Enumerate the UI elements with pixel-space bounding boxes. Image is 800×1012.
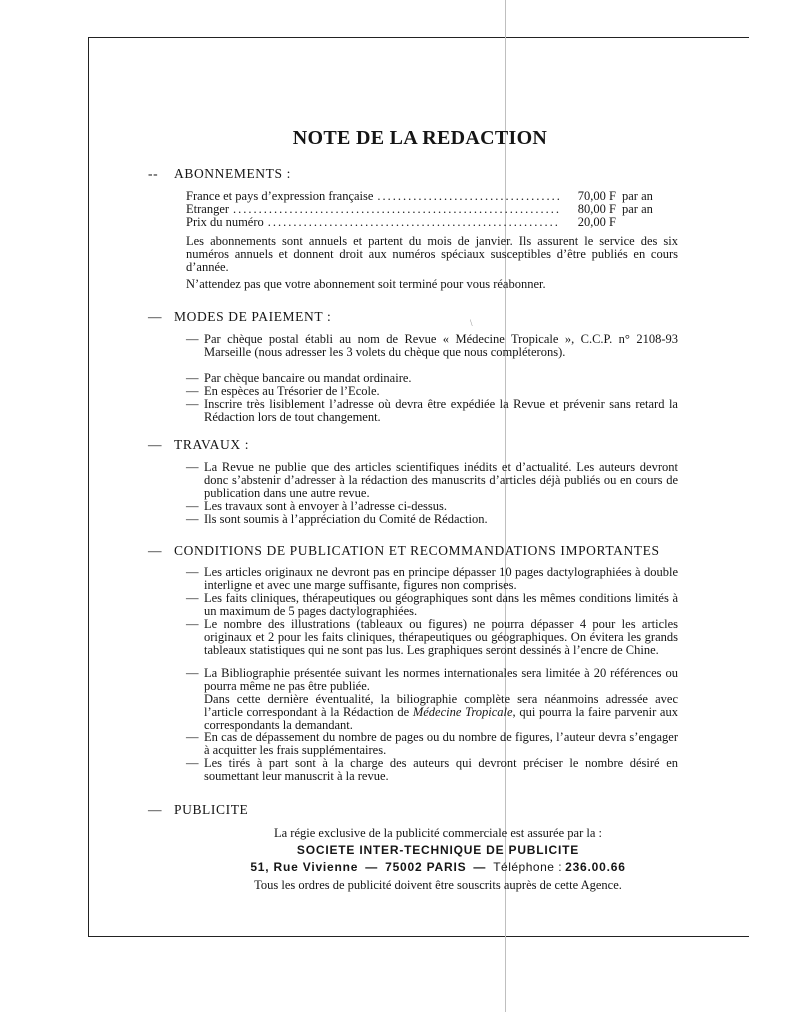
subscription-text: Les abonnements sont annuels et partent du mois de janvier. Ils assurent le service des six numéros annuels et donnent droit aux numéros spéciaux susceptibles d’être publiés en cours d’année. bbox=[186, 234, 678, 274]
advertising-intro: La régie exclusive de la publicité commerciale est assurée par la : bbox=[274, 826, 602, 840]
travaux-item: — Ils sont soumis à l’appréciation du Comité de Rédaction. bbox=[186, 512, 488, 526]
section-heading-paiement: — MODES DE PAIEMENT : bbox=[148, 309, 332, 324]
payment-item: — Inscrire très lisiblement l’adresse où devra être expédiée la Revue et prévenir sans retard la Rédaction lors de tout changement. bbox=[186, 397, 678, 424]
payment-item: — En espèces au Trésorier de l’Ecole. bbox=[186, 384, 380, 398]
condition-item: — Le nombre des illustrations (tableaux ou figures) ne pourra dépasser 4 pour les articles originaux et 2 pour les faits cliniques, thérapeutiques ou géographiques. On évitera les grands tableaux statistiques qui ne sont pas lus. Les graphiques seront dessinés à l’encre de Chine. bbox=[186, 617, 678, 657]
section-heading-travaux: — TRAVAUX : bbox=[148, 437, 250, 452]
print-mark: \ bbox=[470, 318, 473, 328]
section-heading-abonnements: -- ABONNEMENTS : bbox=[148, 166, 291, 181]
payment-item: — Par chèque bancaire ou mandat ordinaire. bbox=[186, 371, 412, 385]
price-row: Prix du numéro ..... 20,00 F bbox=[186, 216, 680, 229]
price-row: France et pays d’expression française ..... 70,00 F par an bbox=[186, 190, 680, 203]
bibliography-note: Dans cette dernière éventualité, la biliographie complète sera néanmoins adressée avec l’article correspondant à la Rédaction de Médecine Tropicale, qui pourra la faire parvenir aux correspondants la demandant. bbox=[204, 692, 678, 732]
condition-item: — Les faits cliniques, thérapeutiques ou géographiques sont dans les mêmes conditions limités à un maximum de 5 pages dactylographiées. bbox=[186, 591, 678, 618]
advertising-company: SOCIETE INTER-TECHNIQUE DE PUBLICITE bbox=[296, 843, 580, 857]
subscription-price-list bbox=[186, 190, 680, 229]
advertising-address: 51, Rue Vivienne — 75002 PARIS — Téléphone : 236.00.66 bbox=[250, 860, 626, 874]
condition-item: — Les tirés à part sont à la charge des auteurs qui devront préciser le nombre désiré en soumettant leur manuscrit à la revue. bbox=[186, 756, 678, 783]
section-heading-conditions: — CONDITIONS DE PUBLICATION ET RECOMMANDATIONS IMPORTANTES bbox=[148, 543, 660, 558]
payment-item: — Par chèque postal établi au nom de Revue « Médecine Tropicale », C.C.P. n° 2108-93 Marseille (nous adresser les 3 volets du chèque que nous compléterons). bbox=[186, 332, 678, 359]
page-title: NOTE DE LA REDACTION bbox=[292, 127, 548, 149]
advertising-outro: Tous les ordres de publicité doivent être souscrits auprès de cette Agence. bbox=[254, 878, 622, 892]
renewal-text: N’attendez pas que votre abonnement soit terminé pour vous réabonner. bbox=[186, 277, 546, 291]
travaux-item: — Les travaux sont à envoyer à l’adresse ci-dessus. bbox=[186, 499, 447, 513]
condition-item: — Les articles originaux ne devront pas en principe dépasser 10 pages dactylographiées à double interligne et avec une marge suffisante, figures non comprises. bbox=[186, 565, 678, 592]
travaux-item: — La Revue ne publie que des articles scientifiques inédits et d’actualité. Les auteurs devront donc s’abstenir d’adresser à la rédaction des manuscrits d’articles déjà publiés ou en cours de publication dans une autre revue. bbox=[186, 460, 678, 500]
price-row: Etranger ..... 80,00 F par an bbox=[186, 203, 680, 216]
condition-item: — La Bibliographie présentée suivant les normes internationales sera limitée à 20 références ou pourra même ne pas être publiée. bbox=[186, 666, 678, 693]
condition-item: — En cas de dépassement du nombre de pages ou du nombre de figures, l’auteur devra s’engager à acquitter les frais supplémentaires. bbox=[186, 730, 678, 757]
section-heading-publicite: — PUBLICITE bbox=[148, 802, 249, 817]
